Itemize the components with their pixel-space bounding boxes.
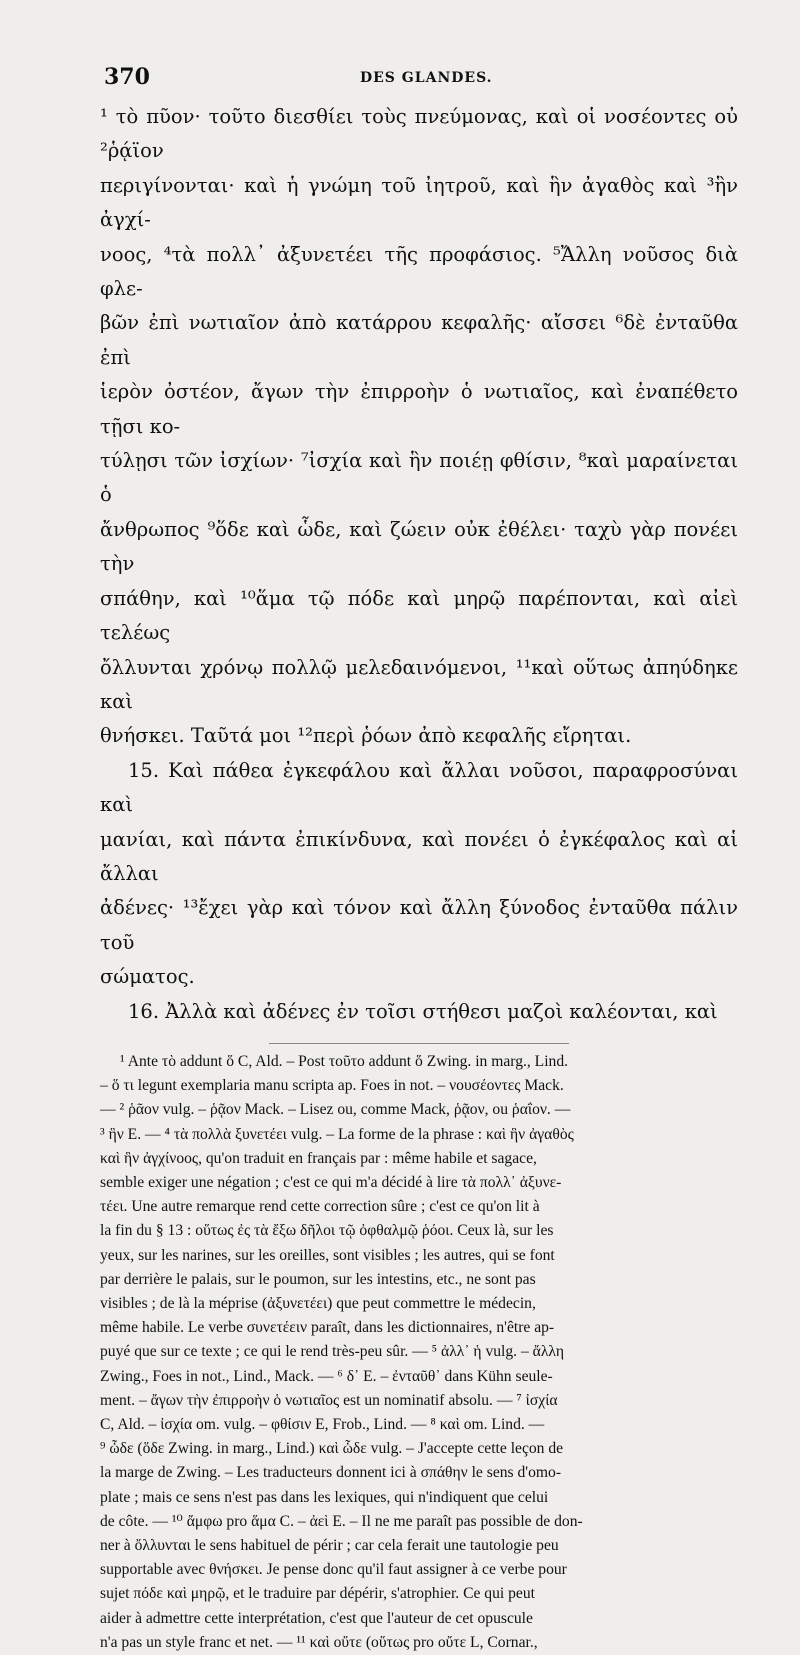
footnote-line: puyé que sur ce texte ; ce qui le rend très-peu sûr. — ⁵ ἀλλ᾽ ἡ vulg. – ἄλλη	[100, 1343, 564, 1361]
footnote-line: Zwing., Foes in not., Lind., Mack. — ⁶ δ᾽ E. – ἐνταῦθ᾽ dans Kühn seule-	[100, 1367, 553, 1385]
footnote-line: – ὅ τι legunt exemplaria manu scripta ap. Foes in not. – νουσέοντες Mack.	[100, 1077, 564, 1095]
body-line: νοος, ⁴τὰ πολλ᾽ ἀξυνετέει τῆς προφάσιος. ⁵Ἄλλη νοῦσος διὰ φλε-	[100, 242, 738, 301]
body-line: ἄνθρωπος ⁹ὅδε καὶ ὧδε, καὶ ζώειν οὐκ ἐθέλει· ταχὺ γὰρ πονέει τὴν	[100, 517, 738, 576]
footnote-line: supportable avec θνήσκει. Je pense donc qu'il faut assigner à ce verbe pour	[100, 1561, 567, 1579]
body-line: ¹ τὸ πῦον· τοῦτο διεσθίει τοὺς πνεύμονας, καὶ οἱ νοσέοντες οὐ ²ῥᾴϊον	[100, 105, 738, 163]
greek-text-block	[100, 100, 738, 1029]
footnote-line: visibles ; de là la méprise (ἀξυνετέει) que peut commettre le médecin,	[100, 1295, 536, 1312]
footnote-line: καὶ ἣν ἀγχίνοος, qu'on traduit en français par : même habile et sagace,	[100, 1149, 537, 1167]
footnote-line: ment. – ἄγων τὴν ἐπιρροὴν ὁ νωτιαῖος est un nominatif absolu. — ⁷ ἰσχία	[100, 1391, 558, 1409]
footnote-line: ³ ἣν E. — ⁴ τὰ πολλὰ ξυνετέει vulg. – La forme de la phrase : καὶ ἣν ἀγαθὸς	[100, 1125, 574, 1143]
body-line: τύλῃσι τῶν ἰσχίων· ⁷ἰσχία καὶ ἣν ποιέῃ φθίσιν, ⁸καὶ μαραίνεται ὁ	[100, 449, 738, 507]
section-15-line: 15. Καὶ πάθεα ἐγκεφάλου καὶ ἄλλαι νοῦσοι, παραφροσύναι καὶ	[100, 758, 738, 817]
footnote-line: la fin du § 13 : οὕτως ἐς τὰ ἔξω δῆλοι τῷ ὀφθαλμῷ ῥόοι. Ceux là, sur les	[100, 1222, 554, 1240]
footnote-line: semble exiger une négation ; c'est ce qui m'a décidé à lire τὰ πολλ᾽ ἀξυνε-	[100, 1173, 562, 1191]
footnote-line: τέει. Une autre remarque rend cette correction sûre ; c'est ce qu'on lit à	[100, 1198, 540, 1216]
footnote-divider	[269, 1043, 569, 1044]
footnote-line: la marge de Zwing. – Les traducteurs donnent ici à σπάθην le sens d'omo-	[100, 1464, 562, 1482]
footnote-line: plate ; mais ce sens n'est pas dans les lexiques, qui n'indiquent que celui	[100, 1488, 549, 1506]
body-line: σώματος.	[100, 965, 195, 989]
footnote-line: yeux, sur les narines, sur les oreilles, sont visibles ; les autres, qui se font	[100, 1246, 555, 1264]
body-line: σπάθην, καὶ ¹⁰ἅμα τῷ πόδε καὶ μηρῷ παρέπονται, καὶ αἰεὶ τελέως	[100, 586, 738, 645]
body-line: περιγίνονται· καὶ ἡ γνώμη τοῦ ἰητροῦ, καὶ ἣν ἀγαθὸς καὶ ³ἣν ἀγχί-	[100, 173, 738, 232]
body-line: θνήσκει. Ταῦτά μοι ¹²περὶ ῥόων ἀπὸ κεφαλῆς εἴρηται.	[100, 724, 632, 748]
body-line: ἀδένες· ¹³ἔχει γὰρ καὶ τόνον καὶ ἄλλη ξύνοδος ἐνταῦθα πάλιν τοῦ	[100, 896, 738, 954]
footnote-line: ⁹ ὧδε (ὅδε Zwing. in marg., Lind.) καὶ ὧδε vulg. – J'accepte cette leçon de	[100, 1440, 564, 1458]
footnote-line: ner à ὄλλυνται le sens habituel de périr ; car cela ferait une tautologie peu	[100, 1537, 559, 1555]
footnote-line: par derrière le palais, sur le poumon, sur les intestins, etc., ne sont pas	[100, 1270, 536, 1288]
footnotes-block	[100, 1050, 738, 1655]
footnote-line: même habile. Le verbe συνετέειν paraît, dans les dictionnaires, n'être ap-	[100, 1319, 555, 1337]
page-number: 370	[104, 64, 150, 90]
footnote-line: n'a pas un style franc et net. — ¹¹ καὶ οὔτε (οὕτως pro οὔτε L, Cornar.,	[100, 1633, 538, 1651]
page-header	[100, 64, 738, 100]
body-line: μανίαι, καὶ πάντα ἐπικίνδυνα, καὶ πονέει ὁ ἐγκέφαλος καὶ αἱ ἄλλαι	[100, 827, 738, 885]
body-line: ἱερὸν ὀστέον, ἄγων τὴν ἐπιρροὴν ὁ νωτιαῖος, καὶ ἐναπέθετο τῇσι κο-	[100, 380, 738, 438]
body-line: βῶν ἐπὶ νωτιαῖον ἀπὸ κατάρρου κεφαλῆς· αἴσσει ⁶δὲ ἐνταῦθα ἐπὶ	[100, 311, 738, 369]
footnote-line: — ² ῥᾶον vulg. – ῥᾷον Mack. – Lisez ou, comme Mack, ῥᾷον, ou ῥαΐον. —	[100, 1101, 571, 1119]
body-line: ὄλλυνται χρόνῳ πολλῷ μελεδαινόμενοι, ¹¹καὶ οὕτως ἀπηύδηκε καὶ	[100, 655, 738, 713]
footnote-line: C, Ald. – ἰσχία om. vulg. – φθίσιν E, Frob., Lind. — ⁸ καὶ om. Lind. —	[100, 1416, 545, 1434]
footnote-line: de côte. — ¹⁰ ἄμφω pro ἅμα C. – ἀεὶ E. – Il ne me paraît pas possible de don-	[100, 1512, 583, 1530]
running-head: DES GLANDES.	[360, 70, 493, 86]
footnote-line: aider à admettre cette interprétation, c'est que l'auteur de cet opuscule	[100, 1609, 533, 1627]
section-16-line: 16. Ἀλλὰ καὶ ἀδένες ἐν τοῖσι στήθεσι μαζοὶ καλέονται, καὶ	[128, 999, 718, 1023]
footnote-line: sujet πόδε καὶ μηρῷ, et le traduire par dépérir, s'atrophier. Ce qui peut	[100, 1585, 535, 1603]
footnote-line: ¹ Ante τὸ addunt ὅ C, Ald. – Post τοῦτο addunt ὅ Zwing. in marg., Lind.	[120, 1052, 569, 1070]
